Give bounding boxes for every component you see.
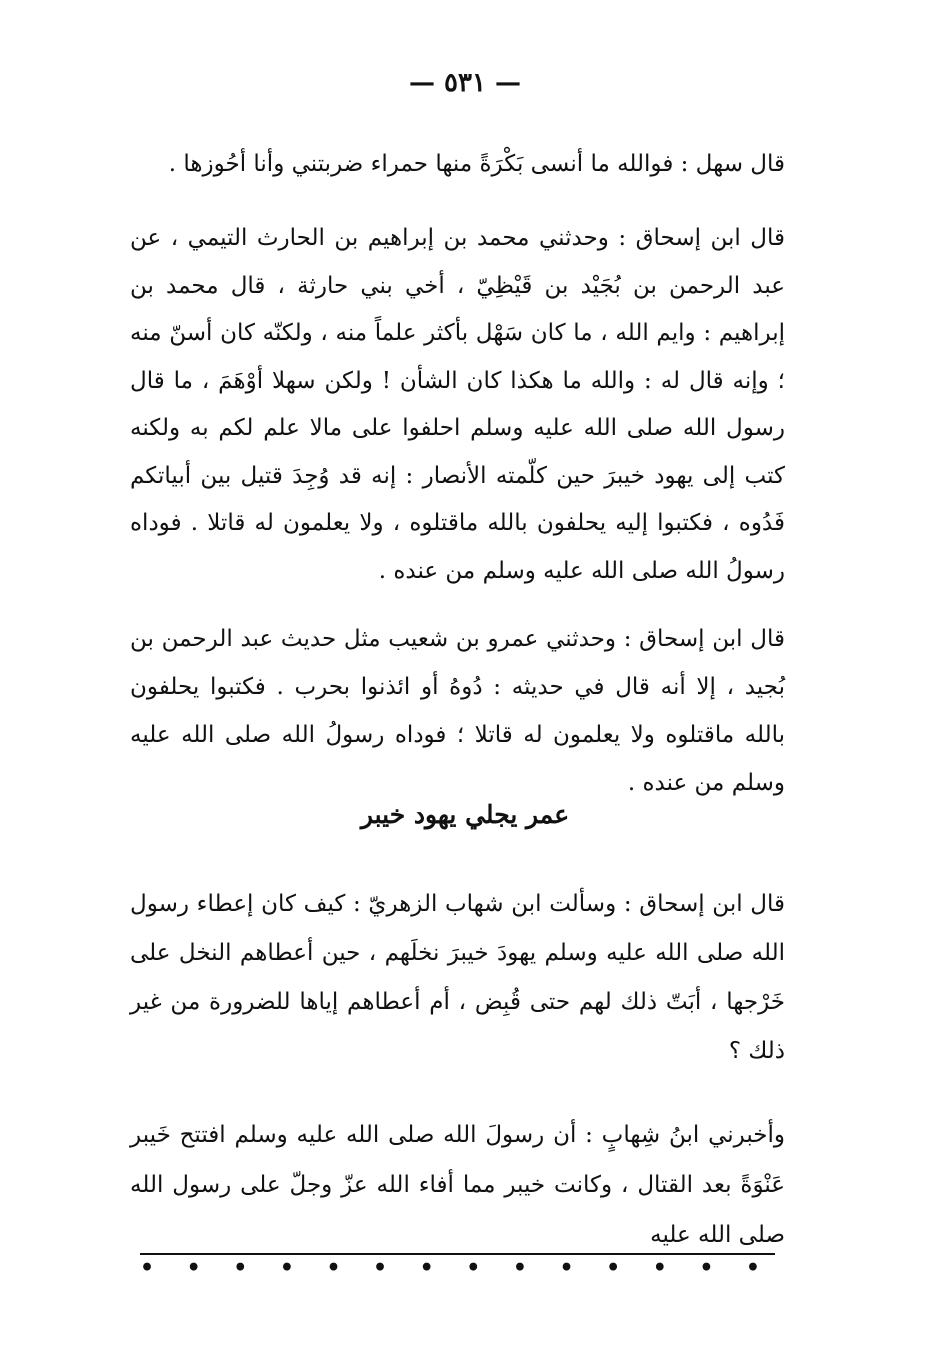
dot: • — [140, 1255, 155, 1281]
dot: • — [652, 1255, 667, 1281]
dot: • — [326, 1255, 341, 1281]
paragraph-ibn-ishaq-2: قال ابن إسحاق : وحدثني عمرو بن شعيب مثل حديث عبد الرحمن بن بُجيد ، إلا أنه قال في حديثه : دُوهُ أو ائذنوا بحرب . فكتبوا يحلفون بالله ماقتلوه ولا يعلمون له قاتلا ؛ فوداه رسولُ الله صلى الله عليه وسلم من عنده . — [130, 626, 785, 796]
dot: • — [186, 1255, 201, 1281]
dot: • — [606, 1255, 621, 1281]
footnote-dots — [140, 1255, 760, 1281]
paragraph-ibn-shihab: وأخبرني ابنُ شِهابٍ : أن رسولَ الله صلى الله عليه وسلم افتتح خَيبر عَنْوَةً بعد القتال ، وكانت خيبر مما أفاء الله عزّ وجلّ على رسول الله صلى الله عليه — [130, 1122, 785, 1248]
paragraph-ibn-ishaq-3: قال ابن إسحاق : وسألت ابن شهاب الزهريّ : كيف كان إعطاء رسول الله صلى الله عليه وسلم يهودَ خيبرَ نخلَهم ، حين أعطاهم النخل على خَرْجها ، أبَتّ ذلك لهم حتى قُبِض ، أم أعطاهم إياها للضرورة من غير ذلك ؟ — [130, 891, 785, 1064]
paragraph-ibn-ishaq-1: قال ابن إسحاق : وحدثني محمد بن إبراهيم بن الحارث التيمي ، عن عبد الرحمن بن بُجَيْد بن قَيْظِيّ ، أخي بني حارثة ، قال محمد بن إبراهيم : وايم الله ، ما كان سَهْل بأكثر علماً منه ، ولكنّه كان أسنّ منه ؛ وإنه قال له : والله ما هكذا كان الشأن ! ولكن سهلا أوْهَمَ ، ما قال رسول الله صلى الله عليه وسلم احلفوا على مالا علم لكم به ولكنه كتب إلى يهود خيبرَ حين كلّمته الأنصار : إنه قد وُجِدَ قتيل بين أبياتكم فَدُوه ، فكتبوا إليه يحلفون بالله ماقتلوه ، ولا يعلمون له قاتلا . فوداه رسولُ الله صلى الله عليه وسلم من عنده . — [130, 225, 785, 584]
page-number: — ٥٣١ — — [408, 68, 522, 98]
paragraph-sahl-quote: قال سهل : فوالله ما أنسى بَكْرَةً منها حمراء ضربتني وأنا أحُوزها . — [168, 151, 785, 177]
dot: • — [512, 1255, 527, 1281]
dot: • — [279, 1255, 294, 1281]
dot: • — [419, 1255, 434, 1281]
dot: • — [373, 1255, 388, 1281]
dot: • — [233, 1255, 248, 1281]
section-heading: عمر يجلي يهود خيبر — [360, 800, 570, 829]
dot: • — [699, 1255, 714, 1281]
dot: • — [559, 1255, 574, 1281]
dot: • — [745, 1255, 760, 1281]
dot: • — [466, 1255, 481, 1281]
